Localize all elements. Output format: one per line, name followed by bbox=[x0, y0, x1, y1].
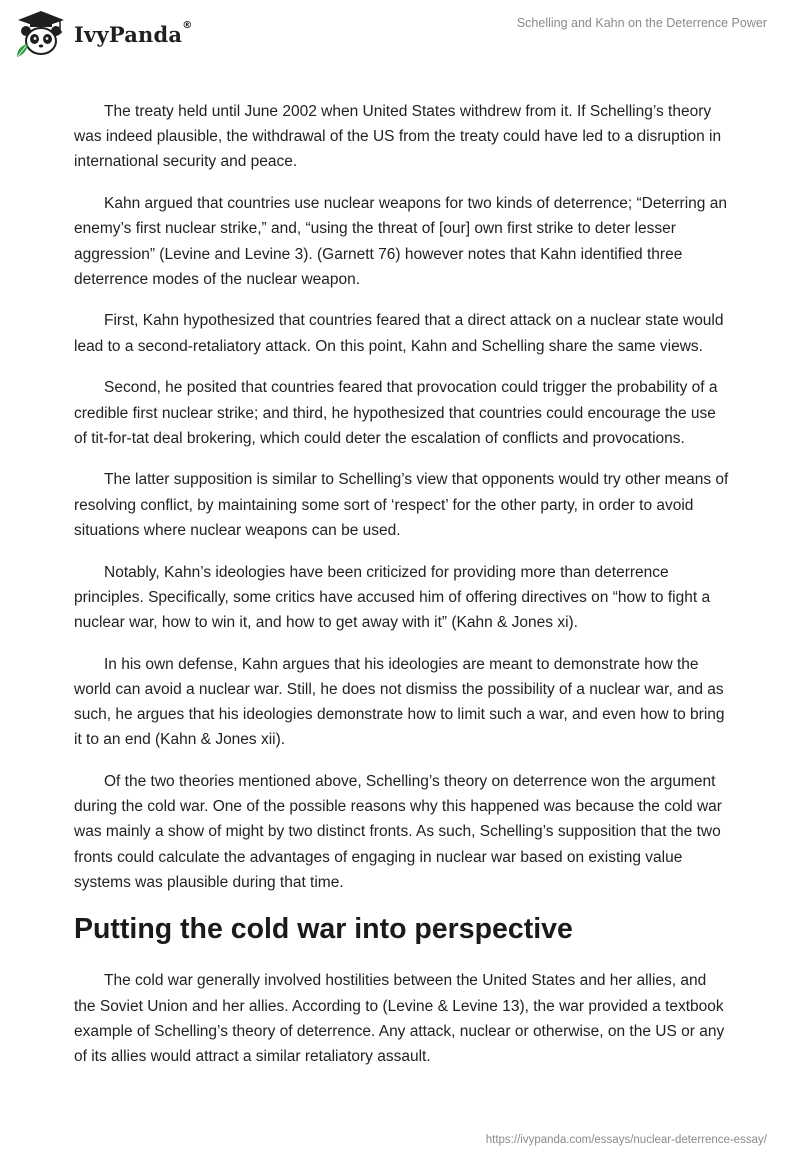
paragraph: Kahn argued that countries use nuclear weapons for two kinds of deterrence; “Deterring an enemy’s first nuclear strike,” and, “using the threat of [our] own first strike to deter lesser aggression” (Levine and Levine 3). (Garnett 76) however notes that Kahn identified three deterrence modes of the nuclear weapon. bbox=[74, 195, 727, 288]
source-url[interactable]: https://ivypanda.com/essays/nuclear-deterrence-essay/ bbox=[485, 1134, 767, 1146]
paragraph: Notably, Kahn’s ideologies have been criticized for providing more than deterrence principles. Specifically, some critics have accused him of offering directives on “how to fight a nuclear war, how to win it, and how to get away with it” (Kahn & Jones xi). bbox=[74, 563, 711, 631]
section-heading: Putting the cold war into perspective bbox=[74, 913, 573, 946]
essay-body bbox=[74, 99, 730, 1086]
paragraph: The latter supposition is similar to Schelling’s view that opponents would try other means of resolving conflict, by maintaining some sort of ‘respect’ for the other party, in order to avoid situations where nuclear weapons can be used. bbox=[74, 471, 729, 539]
brand-name: IvyPanda® bbox=[74, 19, 193, 47]
paragraph: The treaty held until June 2002 when United States withdrew from it. If Schelling’s theory was indeed plausible, the withdrawal of the US from the treaty could have led to a disruption in international security and peace. bbox=[74, 103, 722, 171]
ivypanda-logo[interactable] bbox=[14, 9, 192, 59]
paragraph: The cold war generally involved hostilities between the United States and her allies, and the Soviet Union and her allies. According to (Levine & Levine 13), the war provided a textbook example of Schelling’s theory of deterrence. Any attack, nuclear or otherwise, on the US or any of its allies would attract a similar retaliatory assault. bbox=[74, 972, 725, 1066]
document-title: Schelling and Kahn on the Deterrence Power bbox=[516, 16, 767, 30]
page-header bbox=[0, 0, 800, 66]
paragraph: In his own defense, Kahn argues that his ideologies are meant to demonstrate how the world can avoid a nuclear war. Still, he does not dismiss the possibility of a nuclear war, and as such, he argues that his ideologies demonstrate how to limit such a war, and even how to bring it to an end (Kahn & Jones xii). bbox=[74, 655, 725, 749]
panda-graduate-icon bbox=[14, 9, 68, 59]
paragraph: Of the two theories mentioned above, Schelling’s theory on deterrence won the argument during the cold war. One of the possible reasons why this happened was because the cold war was mainly a show of might by two distinct fronts. As such, Schelling’s supposition that the two fronts could calculate the advantages of engaging in nuclear war based on existing value systems was plausible during that time. bbox=[74, 772, 722, 891]
paragraph: Second, he posited that countries feared that provocation could trigger the probability of a credible first nuclear strike; and third, he hypothesized that countries could encourage the use of tit-for-tat deal brokering, which could deter the escalation of conflicts and provocations. bbox=[74, 379, 718, 447]
paragraph: First, Kahn hypothesized that countries feared that a direct attack on a nuclear state would lead to a second-retaliatory attack. On this point, Kahn and Schelling share the same views. bbox=[74, 312, 724, 355]
